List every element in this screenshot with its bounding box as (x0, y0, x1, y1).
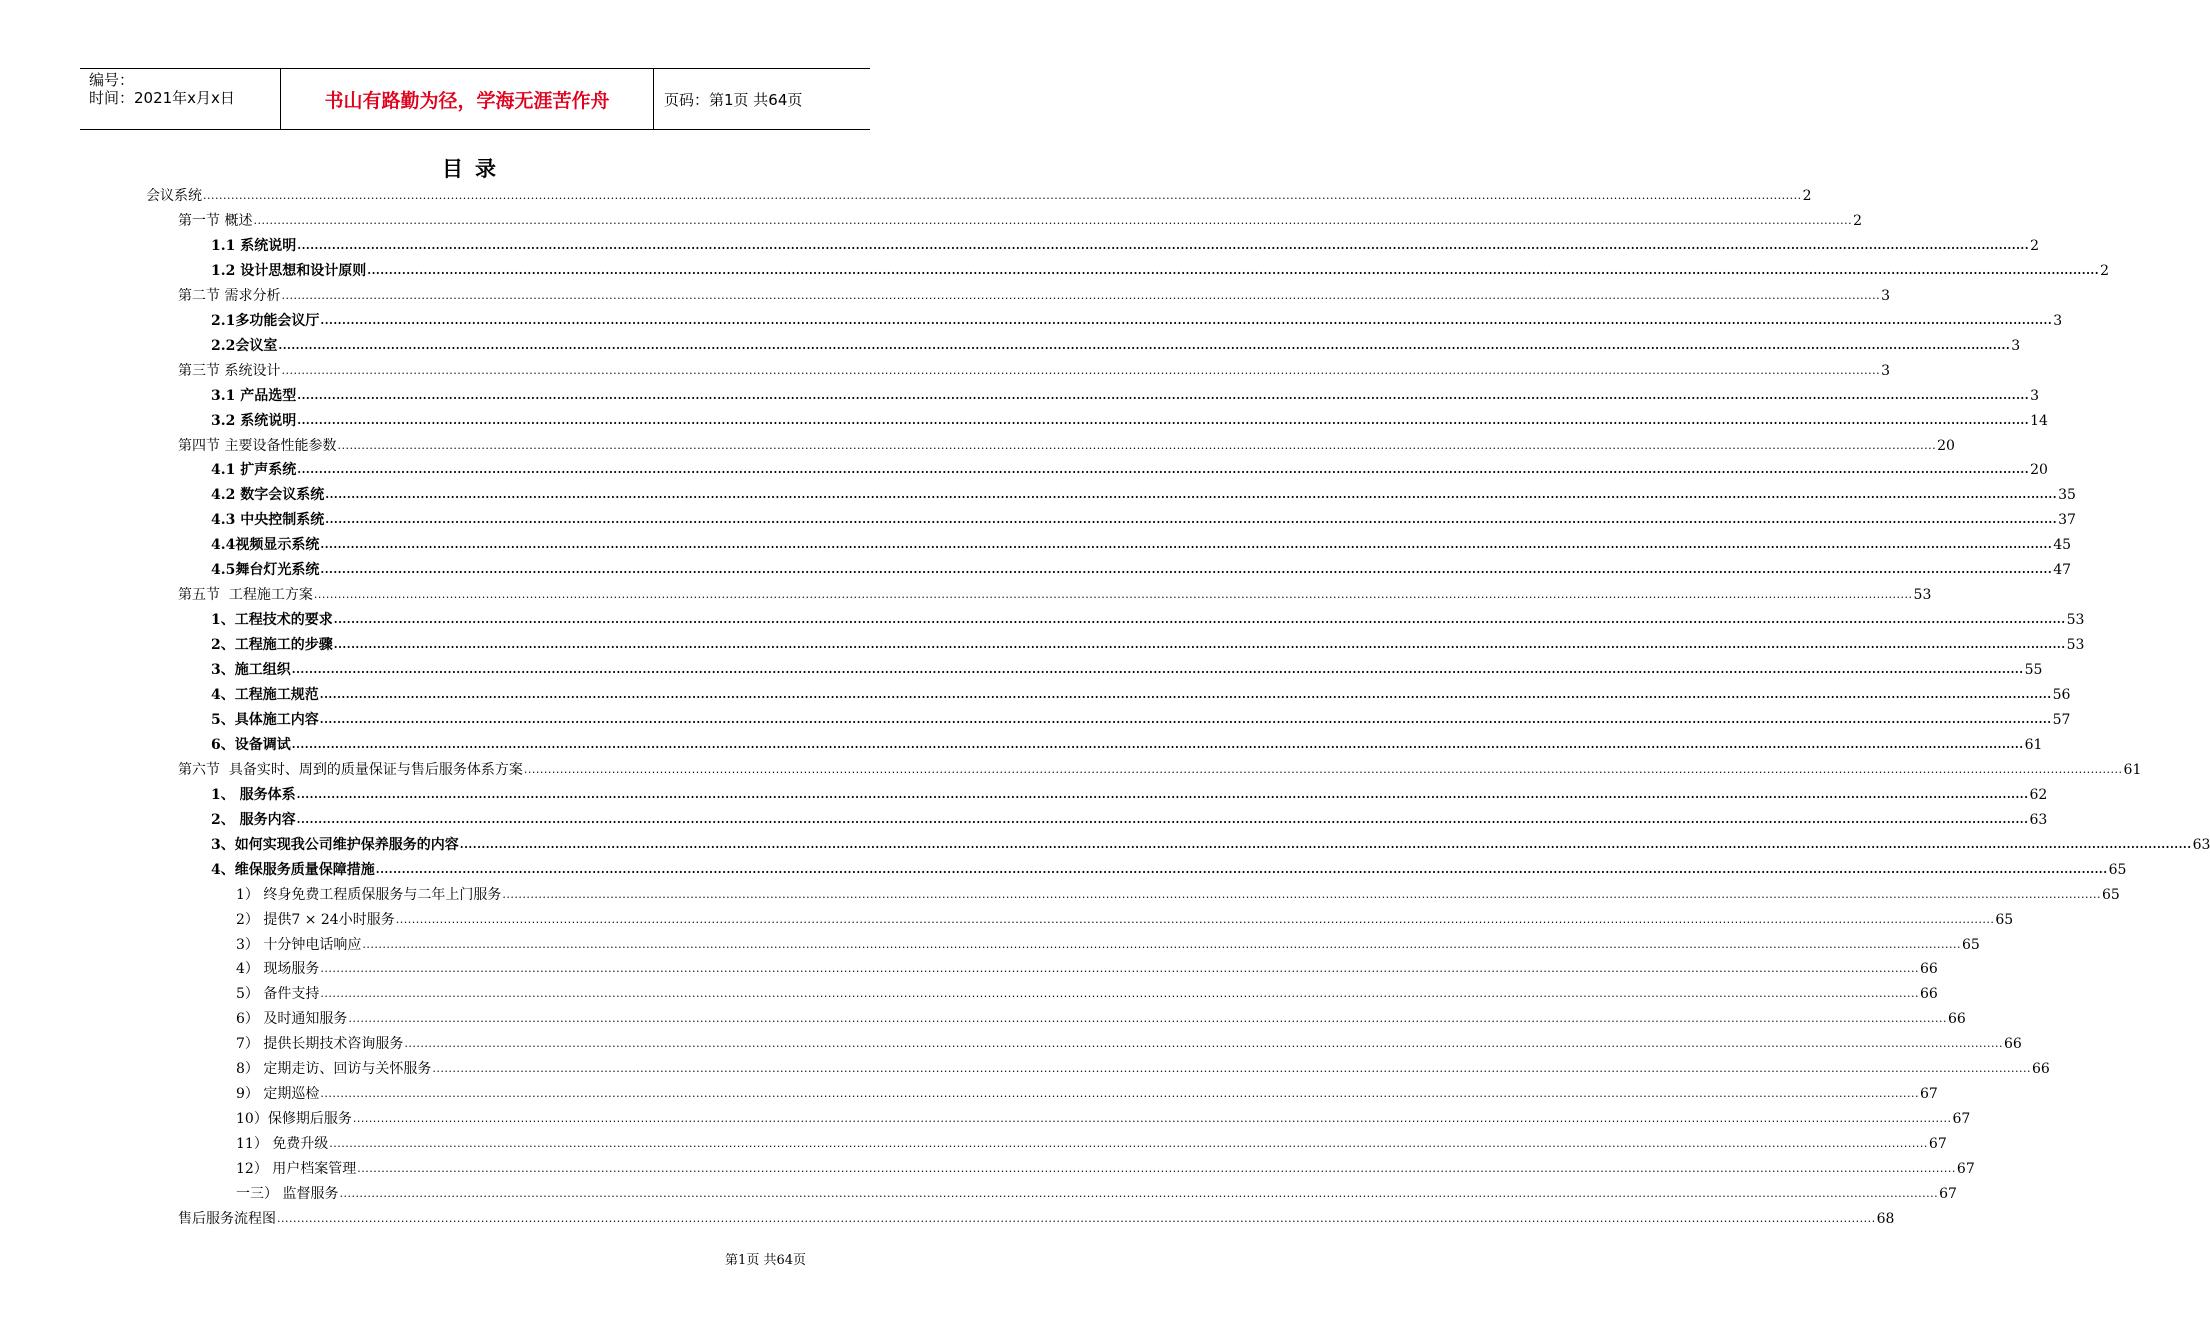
toc-entry-page: 61 (2123, 761, 2142, 778)
toc-entry-page: 66 (2004, 1036, 2022, 1053)
toc-entry-title: 5、具体施工内容 (211, 711, 319, 728)
header-meta (80, 69, 281, 129)
page-header (80, 68, 870, 130)
toc-entry-page: 2 (2100, 262, 2109, 279)
toc-dot-leader: ................................................................................................................................................................................................................................................................................................................................................................................................................ (333, 613, 2066, 627)
toc-entry-page: 61 (2024, 736, 2043, 753)
toc-entry-title: 2.1多功能会议厅 (211, 312, 320, 329)
toc-entry-page: 67 (1952, 1111, 1971, 1128)
toc-entry[interactable] (178, 1204, 1895, 1228)
toc-entry-title: 2、工程施工的步骤 (211, 637, 333, 654)
toc-entry-title: 4.1 扩声系统 (211, 462, 297, 479)
toc-entry-title: 第六节 具备实时、周到的质量保证与售后服务体系方案 (178, 761, 523, 778)
toc-entry-title: 一三） 监督服务 (236, 1186, 339, 1202)
toc-entry-title: 3.1 产品选型 (211, 387, 297, 404)
toc-entry-page: 2 (1853, 212, 1863, 229)
toc-dot-leader: ................................................................................................................................................................................................................................................................................................................................................................................................................ (320, 962, 1919, 976)
toc-entry[interactable] (236, 1104, 1971, 1128)
toc-entry-page: 2 (1802, 188, 1812, 204)
toc-entry-title: 第五节 工程施工方案 (178, 587, 313, 604)
toc-entry-title: 第二节 需求分析 (178, 287, 281, 304)
toc-entry-page: 3 (2011, 337, 2021, 354)
toc-dot-leader: ................................................................................................................................................................................................................................................................................................................................................................................................................ (339, 1187, 1939, 1200)
toc-entry[interactable] (211, 331, 2021, 355)
toc-entry-page: 53 (2066, 612, 2085, 629)
toc-dot-leader: ................................................................................................................................................................................................................................................................................................................................................................................................................ (297, 238, 2030, 252)
toc-entry-page: 63 (2029, 811, 2048, 828)
toc-entry-page: 65 (2108, 861, 2127, 878)
toc-entry[interactable] (236, 1054, 2050, 1078)
toc-dot-leader: ................................................................................................................................................................................................................................................................................................................................................................................................................ (320, 313, 2053, 327)
toc-entry[interactable] (211, 555, 2072, 579)
toc-entry[interactable] (178, 356, 1891, 380)
toc-entry-title: 10）保修期后服务 (236, 1111, 352, 1128)
toc-entry-page: 53 (2066, 637, 2085, 654)
toc-entry-title: 7） 提供长期技术咨询服务 (236, 1036, 404, 1053)
toc-entry-title: 1、 服务体系 (211, 786, 296, 803)
toc-dot-leader: ................................................................................................................................................................................................................................................................................................................................................................................................................ (348, 1012, 1947, 1026)
toc-entry-page: 65 (1962, 936, 1980, 953)
toc-dot-leader: ................................................................................................................................................................................................................................................................................................................................................................................................................ (404, 1037, 2003, 1051)
toc-entry-page: 65 (2102, 886, 2120, 903)
toc-entry[interactable] (211, 805, 2048, 829)
toc-entry-page: 53 (1913, 587, 1932, 604)
toc-entry-page: 37 (2058, 512, 2076, 529)
toc-entry[interactable] (211, 780, 2048, 804)
toc-entry[interactable] (236, 1179, 1957, 1203)
toc-entry[interactable] (211, 256, 2109, 280)
toc-entry-page: 66 (1920, 961, 1938, 978)
toc-entry[interactable] (236, 1079, 1938, 1103)
toc-entry[interactable] (211, 530, 2072, 554)
toc-entry-title: 11） 免费升级 (236, 1136, 329, 1153)
toc-dot-leader: ................................................................................................................................................................................................................................................................................................................................................................................................................ (281, 363, 1881, 377)
toc-dot-leader: ................................................................................................................................................................................................................................................................................................................................................................................................................ (502, 887, 2101, 901)
toc-entry-title: 6） 及时通知服务 (236, 1011, 348, 1028)
toc-dot-leader: ................................................................................................................................................................................................................................................................................................................................................................................................................ (320, 1087, 1919, 1101)
toc-dot-leader: ................................................................................................................................................................................................................................................................................................................................................................................................................ (459, 837, 2192, 851)
toc-entry-title: 8） 定期走访、回访与关怀服务 (236, 1061, 432, 1078)
toc-entry[interactable] (178, 431, 1955, 455)
toc-entry[interactable] (211, 306, 2063, 330)
toc-entry-title: 1.1 系统说明 (211, 237, 297, 254)
toc-entry-page: 3 (2030, 387, 2039, 404)
toc-entry[interactable] (211, 605, 2085, 629)
toc-entry[interactable] (211, 505, 2076, 529)
toc-entry-title: 6、设备调试 (211, 736, 291, 753)
toc-entry[interactable] (211, 730, 2043, 754)
toc-entry-title: 12） 用户档案管理 (236, 1161, 357, 1178)
document-number-label: 编号： (89, 71, 135, 89)
toc-entry[interactable] (211, 406, 2048, 430)
toc-entry-page: 62 (2029, 786, 2048, 803)
toc-entry[interactable] (236, 1129, 1947, 1153)
toc-entry-page: 3 (1881, 362, 1891, 379)
toc-entry-page: 67 (1920, 1086, 1938, 1103)
toc-entry-page: 65 (1995, 911, 2014, 928)
toc-entry-title: 1、工程技术的要求 (211, 612, 333, 629)
toc-entry[interactable] (211, 680, 2071, 704)
toc-entry-title: 9） 定期巡检 (236, 1086, 320, 1103)
toc-entry-page: 45 (2053, 537, 2072, 554)
toc-dot-leader: ................................................................................................................................................................................................................................................................................................................................................................................................................ (337, 438, 1937, 452)
toc-entry[interactable] (211, 480, 2076, 504)
toc-dot-leader: ................................................................................................................................................................................................................................................................................................................................................................................................................ (352, 1112, 1952, 1126)
toc-entry[interactable] (236, 905, 2014, 929)
toc-entry[interactable] (236, 1004, 1966, 1028)
toc-entry-page: 67 (1928, 1136, 1947, 1153)
toc-entry[interactable] (236, 880, 2120, 904)
toc-entry-title: 1.2 设计思想和设计原则 (211, 262, 367, 279)
toc-entry-title: 1） 终身免费工程质保服务与二年上门服务 (236, 886, 502, 903)
toc-entry-page: 20 (1937, 437, 1955, 454)
toc-entry[interactable] (211, 630, 2085, 654)
toc-dot-leader: ................................................................................................................................................................................................................................................................................................................................................................................................................ (367, 263, 2100, 277)
toc-title: 目录 (442, 157, 508, 181)
toc-dot-leader: ................................................................................................................................................................................................................................................................................................................................................................................................................ (291, 663, 2024, 677)
toc-dot-leader: ................................................................................................................................................................................................................................................................................................................................................................................................................ (296, 812, 2029, 826)
toc-dot-leader: ................................................................................................................................................................................................................................................................................................................................................................................................................ (325, 488, 2058, 502)
toc-entry-page: 55 (2024, 662, 2043, 679)
toc-entry-page: 35 (2058, 487, 2076, 504)
toc-entry[interactable] (211, 705, 2071, 729)
toc-entry-title: 2） 提供7 × 24小时服务 (236, 911, 395, 928)
toc-dot-leader: ................................................................................................................................................................................................................................................................................................................................................................................................................ (297, 388, 2030, 402)
toc-entry-page: 66 (1948, 1011, 1966, 1028)
toc-dot-leader: ................................................................................................................................................................................................................................................................................................................................................................................................................ (319, 688, 2052, 701)
toc-entry-page: 3 (1881, 287, 1891, 304)
toc-entry-title: 4） 现场服务 (236, 961, 320, 978)
toc-entry-page: 66 (1920, 986, 1938, 1003)
toc-entry-title: 会议系统 (146, 188, 202, 204)
toc-dot-leader: ................................................................................................................................................................................................................................................................................................................................................................................................................ (523, 762, 2123, 776)
toc-dot-leader: ................................................................................................................................................................................................................................................................................................................................................................................................................ (313, 588, 1913, 602)
toc-entry[interactable] (211, 830, 2210, 854)
toc-entry-title: 第一节 概述 (178, 212, 253, 229)
toc-entry-title: 3、施工组织 (211, 662, 291, 679)
toc-entry[interactable] (178, 206, 1863, 230)
toc-dot-leader: ................................................................................................................................................................................................................................................................................................................................................................................................................ (320, 563, 2053, 577)
toc-dot-leader: ................................................................................................................................................................................................................................................................................................................................................................................................................ (319, 712, 2052, 726)
toc-entry[interactable] (211, 231, 2039, 255)
toc-entry[interactable] (236, 954, 1938, 978)
toc-entry[interactable] (211, 381, 2039, 405)
toc-entry-title: 3、如何实现我公司维护保养服务的内容 (211, 836, 459, 853)
toc-dot-leader: ................................................................................................................................................................................................................................................................................................................................................................................................................ (291, 737, 2024, 751)
page-footer: 第1页 共64页 (725, 1253, 806, 1268)
toc-dot-leader: ................................................................................................................................................................................................................................................................................................................................................................................................................ (297, 463, 2030, 477)
toc-dot-leader: ................................................................................................................................................................................................................................................................................................................................................................................................................ (320, 538, 2053, 552)
toc-entry-page: 3 (2053, 312, 2063, 329)
toc-entry-title: 4、维保服务质量保障措施 (211, 861, 375, 878)
toc-entry[interactable] (146, 181, 1812, 205)
toc-entry-title: 4.5舞台灯光系统 (211, 562, 320, 579)
toc-entry-title: 售后服务流程图 (178, 1210, 276, 1227)
toc-entry-title: 4.4视频显示系统 (211, 537, 320, 554)
toc-entry[interactable] (211, 455, 2048, 479)
toc-dot-leader: ................................................................................................................................................................................................................................................................................................................................................................................................................ (432, 1062, 2031, 1076)
toc-dot-leader: ................................................................................................................................................................................................................................................................................................................................................................................................................ (277, 1211, 1876, 1225)
toc-entry-title: 5） 备件支持 (236, 986, 320, 1003)
toc-dot-leader: ................................................................................................................................................................................................................................................................................................................................................................................................................ (296, 787, 2029, 801)
toc-dot-leader: ................................................................................................................................................................................................................................................................................................................................................................................................................ (395, 912, 1995, 926)
document-date-label: 时间：2021年x月x日 (89, 89, 235, 107)
toc-entry[interactable] (178, 755, 2142, 779)
header-page-label: 页码：第1页 共64页 (664, 90, 803, 109)
toc-dot-leader: ................................................................................................................................................................................................................................................................................................................................................................................................................ (329, 1137, 1928, 1151)
toc-entry[interactable] (236, 930, 1980, 954)
toc-entry-page: 20 (2030, 462, 2048, 479)
toc-dot-leader: ................................................................................................................................................................................................................................................................................................................................................................................................................ (357, 1162, 1956, 1176)
toc-entry-title: 3.2 系统说明 (211, 412, 297, 429)
toc-entry-page: 66 (2032, 1061, 2050, 1078)
toc-dot-leader: ................................................................................................................................................................................................................................................................................................................................................................................................................ (333, 638, 2066, 652)
toc-entry-page: 2 (2030, 237, 2039, 254)
toc-entry-page: 67 (1939, 1186, 1957, 1202)
toc-entry-page: 67 (1956, 1161, 1975, 1178)
toc-dot-leader: ................................................................................................................................................................................................................................................................................................................................................................................................................ (281, 288, 1881, 302)
toc-entry[interactable] (236, 1029, 2022, 1053)
toc-dot-leader: ................................................................................................................................................................................................................................................................................................................................................................................................................ (362, 937, 1961, 951)
toc-dot-leader: ................................................................................................................................................................................................................................................................................................................................................................................................................ (325, 513, 2058, 527)
toc-entry[interactable] (178, 281, 1891, 305)
toc-entry[interactable] (236, 979, 1938, 1003)
toc-dot-leader: ................................................................................................................................................................................................................................................................................................................................................................................................................ (203, 189, 1802, 202)
toc-entry-title: 4、工程施工规范 (211, 687, 319, 703)
toc-entry-page: 14 (2030, 412, 2048, 429)
toc-entry-page: 56 (2052, 687, 2071, 703)
toc-entry-title: 第四节 主要设备性能参数 (178, 437, 337, 454)
toc-entry-page: 68 (1876, 1210, 1895, 1227)
toc-entry-title: 第三节 系统设计 (178, 362, 281, 379)
toc-entry[interactable] (178, 580, 1932, 604)
toc-entry[interactable] (211, 655, 2043, 679)
toc-dot-leader: ................................................................................................................................................................................................................................................................................................................................................................................................................ (278, 338, 2011, 352)
toc-entry-page: 47 (2053, 562, 2072, 579)
toc-entry-title: 4.3 中央控制系统 (211, 512, 325, 529)
toc-entry[interactable] (236, 1154, 1975, 1178)
toc-entry-title: 4.2 数字会议系统 (211, 487, 325, 504)
toc-dot-leader: ................................................................................................................................................................................................................................................................................................................................................................................................................ (375, 862, 2108, 876)
toc-entry-page: 57 (2052, 711, 2071, 728)
header-motto: 书山有路勤为径，学海无涯苦作舟 (281, 69, 654, 129)
toc-entry-title: 2.2会议室 (211, 337, 278, 354)
toc-dot-leader: ................................................................................................................................................................................................................................................................................................................................................................................................................ (253, 213, 1853, 227)
toc-dot-leader: ................................................................................................................................................................................................................................................................................................................................................................................................................ (297, 413, 2030, 427)
toc-entry[interactable] (211, 855, 2127, 879)
toc-entry-title: 3） 十分钟电话响应 (236, 936, 362, 953)
toc-entry-page: 63 (2192, 836, 2210, 853)
toc-dot-leader: ................................................................................................................................................................................................................................................................................................................................................................................................................ (320, 987, 1919, 1001)
toc-entry-title: 2、 服务内容 (211, 811, 296, 828)
